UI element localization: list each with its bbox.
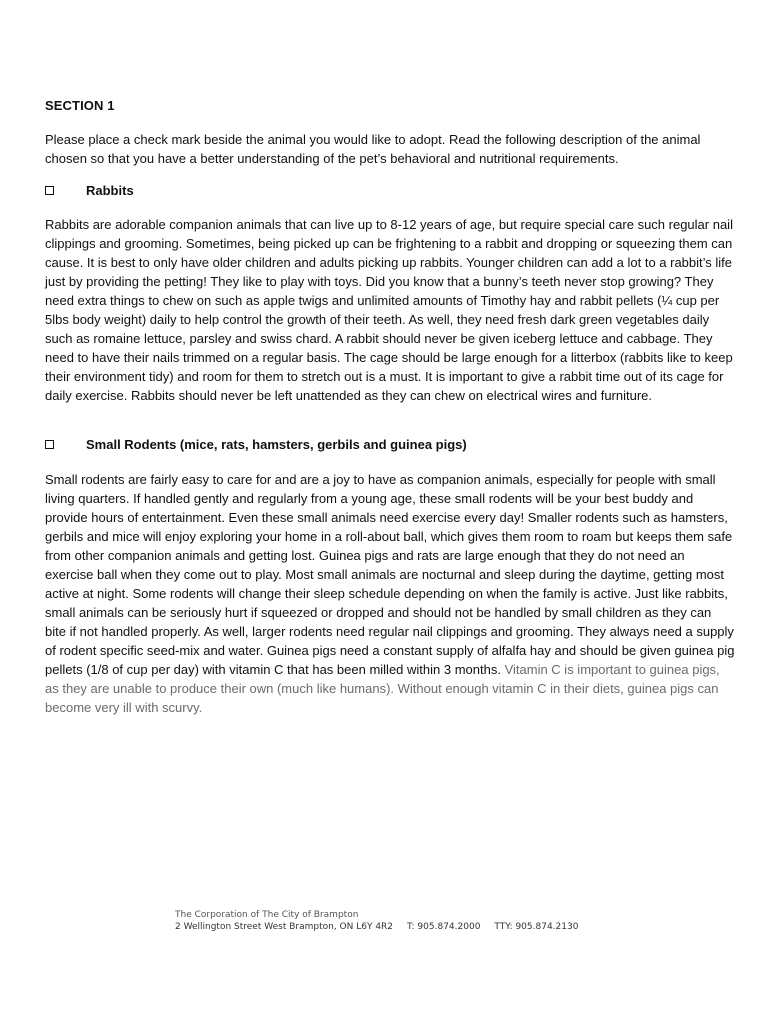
footer-contact <box>175 921 578 933</box>
rabbits-description: Rabbits are adorable companion animals that can live up to 8-12 years of age, but require special care such regular nail clippings and grooming. Sometimes, being picked up can be frightening to a rabbit and dropping or squeezing them can cause. It is best to only have older children and adults picking up rabbits. Younger children can add a lot to a rabbit’s life just by providing the petting! They like to play with toys. Did you know that a bunny’s teeth never stop growing? They need extra things to chew on such as apple twigs and unlimited amounts of Timothy hay and rabbit pellets (¼ cup per 5lbs body weight) daily to help control the growth of their teeth. As well, they need fresh dark green vegetables daily such as romaine lettuce, parsley and swiss chard. A rabbit should never be given iceberg lettuce and cabbage. They need to have their nails trimmed on a regular basis. The cage should be large enough for a litterbox (rabbits like to keep their environment tidy) and room for them to stretch out is a must. It is important to give a rabbit time out of its cage for daily exercise. Rabbits should never be left unattended as they can chew on electrical wires and furniture. <box>45 217 733 403</box>
small-rodents-description <box>45 470 735 717</box>
small-rodents-description-grey: Vitamin C is important to guinea pigs, as they are unable to produce their own (much like humans). Without enough vitamin C in their diets, guinea pigs can become very ill with scurvy. <box>45 662 720 715</box>
footer-tty: TTY: 905.874.2130 <box>494 922 579 932</box>
footer-phone: T: 905.874.2000 <box>407 922 481 932</box>
rabbits-checkbox[interactable] <box>45 186 54 195</box>
option-rabbits-title: Rabbits <box>86 183 134 198</box>
option-small-rodents-title: Small Rodents (mice, rats, hamsters, gerbils and guinea pigs) <box>86 437 467 452</box>
option-small-rodents <box>45 437 467 452</box>
section-heading: SECTION 1 <box>45 98 115 113</box>
footer-address: 2 Wellington Street West Brampton, ON L6Y 4R2 <box>175 922 394 932</box>
footer <box>175 909 578 933</box>
small-rodents-description-main: Small rodents are fairly easy to care for and are a joy to have as companion animals, especially for people with small living quarters. If handled gently and regularly from a young age, these small rodents will be your best buddy and provide hours of entertainment. Even these small animals need exercise every day! Smaller rodents such as hamsters, gerbils and mice will enjoy exploring your home in a roll-about ball, which gives them room to roam but keeps them safe from other companion animals and getting lost. Guinea pigs and rats are large enough that they do not need an exercise ball when they come out to play. Most small animals are nocturnal and sleep during the daytime, getting most active at night. Some rodents will change their sleep schedule depending on when the family is active. Just like rabbits, small animals can be seriously hurt if squeezed or dropped and should not be handled by small children as they can bite if not handled properly. As well, larger rodents need regular nail clippings and grooming. They always need a supply of rodent specific seed-mix and water. Guinea pigs need a constant supply of alfalfa hay and should be given guinea pig pellets (1/8 of cup per day) with vitamin C that has been milled within 3 months. <box>45 472 735 677</box>
option-rabbits <box>45 183 134 198</box>
footer-organization: The Corporation of The City of Brampton <box>175 910 359 920</box>
small-rodents-checkbox[interactable] <box>45 440 54 449</box>
section-intro: Please place a check mark beside the animal you would like to adopt. Read the following description of the animal chosen so that you have a better understanding of the pet’s behavioral and nutritional requirements. <box>45 132 701 166</box>
